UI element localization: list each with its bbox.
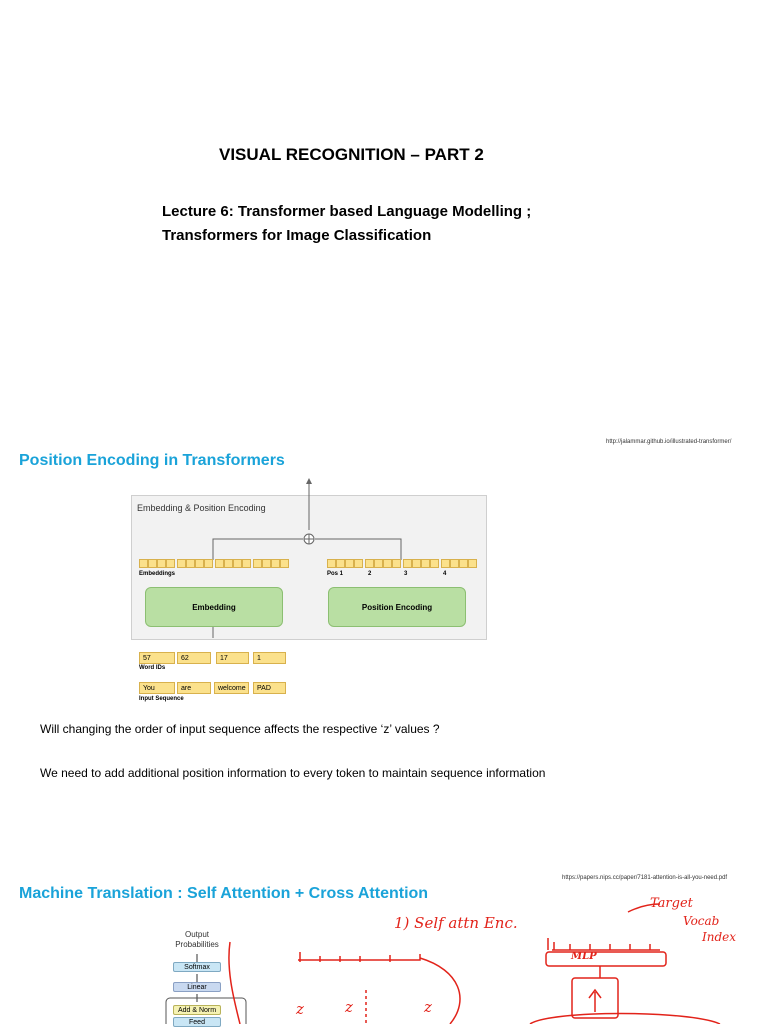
vector-cell — [365, 559, 374, 568]
handwritten-index: Index — [702, 930, 737, 944]
pos-label-1: Pos 1 — [327, 571, 344, 577]
handwritten-z2: z — [345, 998, 353, 1016]
vector-cell — [421, 559, 430, 568]
linear-block: Linear — [173, 982, 221, 992]
feed-forward-block: Feed — [173, 1017, 221, 1027]
softmax-block: Softmax — [173, 962, 221, 972]
handwritten-z1: z — [296, 1000, 304, 1018]
vector-cell — [233, 559, 242, 568]
vector-cell — [253, 559, 262, 568]
vector-cell — [345, 559, 354, 568]
vector-cell — [412, 559, 421, 568]
vector-cell — [166, 559, 175, 568]
vector-cell — [195, 559, 204, 568]
vector-cell — [459, 559, 468, 568]
vector-cell — [336, 559, 345, 568]
pos-label-3: 3 — [404, 571, 408, 577]
answer-text: We need to add additional position information to every token to maintain sequence information — [40, 766, 546, 780]
vector-cell — [177, 559, 186, 568]
vector-cell — [280, 559, 289, 568]
source-link[interactable]: http://jalammar.github.io/illustrated-transformer/ — [606, 439, 732, 445]
vector-cell — [157, 559, 166, 568]
vector-cell — [383, 559, 392, 568]
pos-label-2: 2 — [368, 571, 372, 577]
vector-cell — [271, 559, 280, 568]
vector-cell — [242, 559, 251, 568]
add-norm-block: Add & Norm — [173, 1005, 221, 1015]
embedding-box: Embedding — [145, 587, 283, 627]
vector-cell — [441, 559, 450, 568]
vector-cell — [374, 559, 383, 568]
vector-cell — [186, 559, 195, 568]
input-sequence-label: Input Sequence — [139, 696, 184, 702]
panel-title: Embedding & Position Encoding — [137, 503, 266, 513]
embeddings-label: Embeddings — [139, 571, 176, 577]
word-id: 62 — [177, 652, 211, 664]
handwritten-target: Target — [650, 896, 693, 911]
course-title: VISUAL RECOGNITION – PART 2 — [219, 145, 484, 164]
input-token: are — [177, 682, 211, 694]
word-id: 1 — [253, 652, 286, 664]
input-token: PAD — [253, 682, 286, 694]
vector-cell — [139, 559, 148, 568]
input-token: welcome — [214, 682, 249, 694]
lecture-title-line1: Lecture 6: Transformer based Language Modelling ; — [162, 203, 532, 220]
position-encoding-box: Position Encoding — [328, 587, 466, 627]
vector-cell — [224, 559, 233, 568]
vector-cell — [354, 559, 363, 568]
slide-heading: Position Encoding in Transformers — [19, 452, 285, 469]
vector-cell — [403, 559, 412, 568]
lecture-title-line2: Transformers for Image Classification — [162, 227, 432, 244]
word-id: 17 — [216, 652, 249, 664]
handwritten-vocab: Vocab — [683, 914, 720, 928]
vector-cell — [450, 559, 459, 568]
vector-cell — [468, 559, 477, 568]
vector-cell — [392, 559, 401, 568]
vector-cell — [430, 559, 439, 568]
vector-cell — [204, 559, 213, 568]
vector-cell — [327, 559, 336, 568]
vector-cell — [148, 559, 157, 568]
handwritten-mlp: MLP — [571, 951, 597, 962]
handwritten-zn: z — [424, 998, 432, 1016]
word-ids-label: Word IDs — [139, 665, 166, 671]
slide-heading: Machine Translation : Self Attention + Cross Attention — [19, 885, 429, 902]
handwritten-self-attention: 1) Self attn Enc. — [394, 914, 518, 932]
vector-cell — [215, 559, 224, 568]
output-probabilities-label: Output Probabilities — [175, 930, 219, 949]
source-link[interactable]: https://papers.nips.cc/paper/7181-attention-is-all-you-need.pdf — [562, 875, 728, 881]
pos-label-4: 4 — [443, 571, 447, 577]
word-id: 57 — [139, 652, 175, 664]
vector-cell — [262, 559, 271, 568]
question-text: Will changing the order of input sequence affects the respective ‘z’ values ? — [40, 722, 440, 736]
input-token: You — [139, 682, 175, 694]
